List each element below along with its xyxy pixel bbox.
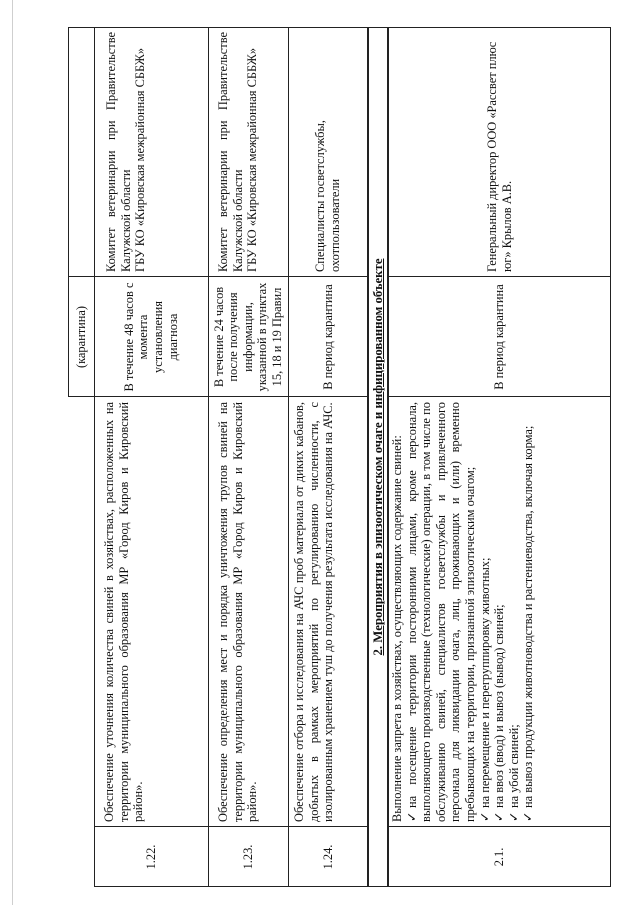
- executor-cell: [94, 27, 208, 277]
- prohibition-item: ✓на посещение территории посторонними лицами, кроме персонала, выполняющего производственные (технологические) операции, в том числе по обслуживанию свиней, специалистов госветслужбы и привлеченного персонала для ликвидации очага, лиц, проживающих и (или) временно пребывающих на территории, признанной эпизоотическим очагом;: [404, 402, 477, 822]
- measure-cell: [94, 397, 208, 827]
- checkmark-icon: ✓: [492, 811, 507, 822]
- table-border: [94, 826, 368, 827]
- measures-table: [68, 27, 611, 887]
- prohibition-list-cell: [388, 397, 611, 827]
- measure-cell: [288, 397, 368, 827]
- row-number: 1.22.: [143, 844, 158, 870]
- row-number-cell: [94, 827, 208, 887]
- measure-text: Обеспечение отбора и исследования на АЧС проб материала от диких кабанов, добытых в рамках мероприятий по регулированию численности, с изолированным хранением туш до получения результата исследования на АЧС.: [292, 402, 336, 822]
- prohibition-item: ✓на ввоз (ввод) и вывоз (вывод) свиней;: [492, 604, 507, 822]
- row-number: 1.24.: [320, 844, 335, 870]
- executor-line: Специалисты госветслужбы, охотпользователи: [313, 120, 342, 272]
- table-border: [387, 27, 389, 887]
- row-number: 2.1.: [492, 847, 507, 867]
- table-border: [388, 826, 611, 827]
- prohibition-intro: Выполнение запрета в хозяйствах, осуществляющих содержание свиней:: [390, 435, 404, 822]
- deadline-cell: [288, 277, 368, 397]
- table-border: [94, 886, 611, 887]
- row-number: 1.23.: [240, 844, 255, 870]
- section-heading-cell: [368, 27, 388, 887]
- executor-cell: [288, 27, 368, 277]
- measure-cell: [208, 397, 288, 827]
- table-border: [388, 276, 611, 277]
- table-border: [288, 27, 289, 887]
- checkmark-icon: ✓: [506, 811, 521, 822]
- deadline-cell: [208, 277, 288, 397]
- deadline-text: В течение 48 часов с момента установления диагноза: [121, 282, 180, 392]
- row-number-cell: [288, 827, 368, 887]
- executor-cell: [388, 27, 611, 277]
- table-border: [68, 276, 368, 277]
- deadline-text: В период карантина: [320, 284, 335, 390]
- measure-text: Обеспечение уточнения количества свиней в хозяйствах, расположенных на территории муниципального образования МР «Город Киров и Кировский район».: [102, 402, 146, 822]
- executor-text: Генеральный директор ООО «Рассвет плюс юг» Крылов А.В.: [484, 41, 514, 272]
- table-border: [367, 27, 369, 887]
- prohibition-item: ✓на перемещение и перегруппировку животных;: [477, 557, 492, 822]
- table-border: [68, 27, 611, 28]
- carryover-deadline-cell: [68, 277, 94, 397]
- row-number-cell: [208, 827, 288, 887]
- executor-line: Комитет ветеринарии при Правительстве Калужской области: [216, 32, 245, 272]
- executor-line: ГБУ КО «Кировская межрайонная СББЖ»: [245, 47, 260, 272]
- section-title: 2. Мероприятия в эпизоотическом очаге и инфицированном объекте: [370, 258, 385, 656]
- deadline-text: В период карантина: [492, 284, 507, 390]
- carryover-deadline-text: (карантина): [73, 305, 88, 369]
- table-border: [610, 27, 611, 887]
- deadline-text: В течение 24 часов после получения информации, указанной в пунктах 15, 18 и 19 Правил: [211, 282, 284, 392]
- table-border: [388, 396, 611, 397]
- measure-text: Обеспечение определения мест и порядка уничтожения трупов свиней на территории муниципального образования МР «Город Киров и Кировский район».: [216, 402, 260, 822]
- deadline-cell: [388, 277, 611, 397]
- prohibition-item: ✓на вывоз продукции животноводства и растениеводства, включая корма;: [521, 425, 536, 822]
- row-number-cell: [388, 827, 611, 887]
- executor-cell: [208, 27, 288, 277]
- executor-line: Комитет ветеринарии при Правительстве Калужской области: [104, 32, 133, 272]
- executor-line: ГБУ КО «Кировская межрайонная СББЖ»: [133, 47, 148, 272]
- table-border: [68, 396, 368, 397]
- deadline-cell: [94, 277, 208, 397]
- table-border: [94, 27, 95, 887]
- checkmark-icon: ✓: [404, 811, 419, 822]
- table-border: [208, 27, 209, 887]
- checkmark-icon: ✓: [477, 811, 492, 822]
- prohibition-item: ✓на убой свиней;: [506, 724, 521, 822]
- table-border: [68, 27, 69, 397]
- checkmark-icon: ✓: [521, 811, 536, 822]
